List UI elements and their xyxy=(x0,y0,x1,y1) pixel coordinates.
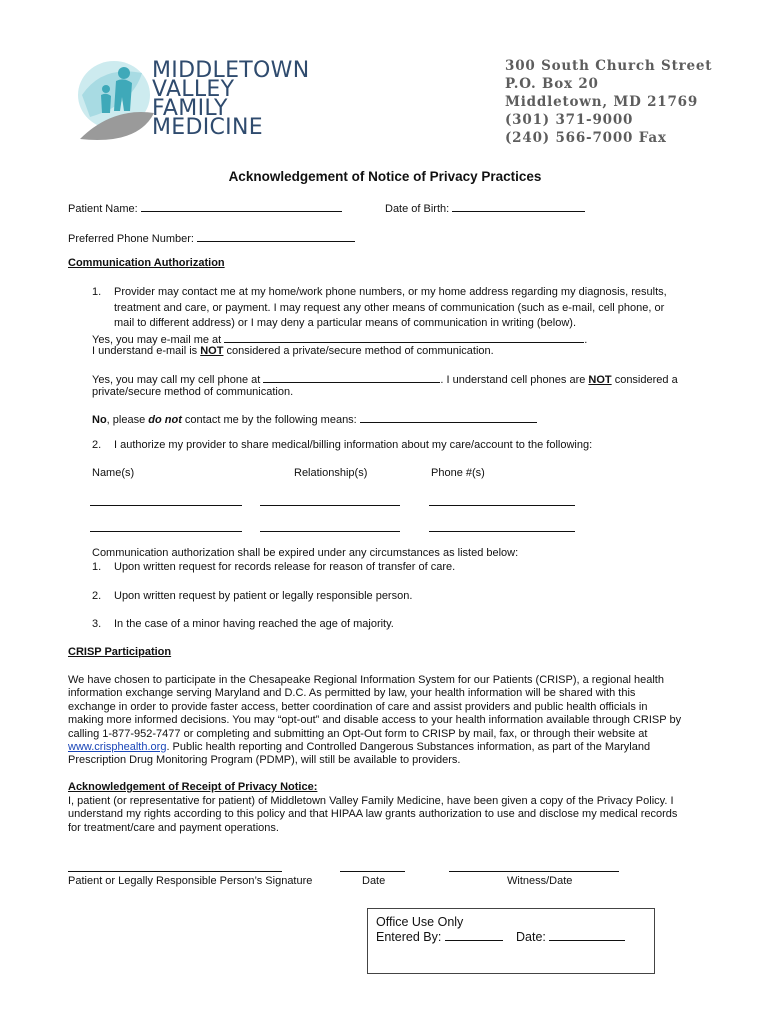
entered-by-field[interactable] xyxy=(445,930,503,941)
page-title: Acknowledgement of Notice of Privacy Practices xyxy=(228,169,542,184)
office-entered-label: Entered By: xyxy=(376,930,442,944)
office-date-label: Date: xyxy=(516,930,546,944)
address-city: Middletown, MD 21769 xyxy=(505,94,699,110)
email-note-b: considered a private/secure method of communication. xyxy=(223,345,494,357)
cell-row xyxy=(92,372,678,386)
crisp-link[interactable]: www.crisphealth.org xyxy=(68,741,167,753)
item1-line2: treatment and care, or payment. I may request any other means of communication (such as e-mail, cell phone, or xyxy=(114,302,665,314)
logo-name xyxy=(152,58,310,140)
email-yes-label: Yes, you may e-mail me at xyxy=(92,334,222,346)
office-entered-row xyxy=(376,930,503,945)
email-field[interactable] xyxy=(224,332,584,343)
no-em: do not xyxy=(148,414,182,426)
date-label: Date xyxy=(362,875,386,887)
crisp-line1: We have chosen to participate in the Chesapeake Regional Information System for our Patients (CRISP), a regional health xyxy=(68,674,664,686)
comm-heading: Communication Authorization xyxy=(68,257,225,269)
expire-text: Communication authorization shall be expired under any circumstances as listed below: xyxy=(92,547,519,559)
email-row xyxy=(92,332,587,346)
relationship-field-2[interactable] xyxy=(260,531,400,532)
exp1-num: 1. xyxy=(92,561,102,573)
crisp-line5: calling 1-877-952-7477 or completing and submitting an Opt-Out form to CRISP by mail, fax, or through their website at xyxy=(68,728,648,740)
exp3-num: 3. xyxy=(92,618,102,630)
patient-name-row xyxy=(68,201,342,215)
col-phone: Phone #(s) xyxy=(431,467,485,479)
exp2-text: Upon written request by patient or legally responsible person. xyxy=(114,590,413,602)
crisp-line7: Prescription Drug Monitoring Program (PDMP), will still be available to providers. xyxy=(68,754,461,766)
address-phone: (301) 371-9000 xyxy=(505,112,634,128)
witness-field[interactable] xyxy=(449,871,619,872)
office-title: Office Use Only xyxy=(376,915,464,929)
phone-field[interactable] xyxy=(197,231,355,242)
witness-label: Witness/Date xyxy=(507,875,573,887)
address-street: 300 South Church Street xyxy=(505,58,713,74)
col-relationship: Relationship(s) xyxy=(294,467,368,479)
crisp-line6-rest: . Public health reporting and Controlled Dangerous Substances information, as part of the Maryland xyxy=(166,741,651,753)
no-bold: No xyxy=(92,414,107,426)
phone-field-2[interactable] xyxy=(429,531,575,532)
ack-line2: understand my rights according to this policy and that HIPAA law grants authorization to use and disclose my medical records xyxy=(68,808,678,820)
crisp-heading: CRISP Participation xyxy=(68,646,172,658)
item1-line3: mail to different address) or I may deny a particular means of communication in writing (below). xyxy=(114,317,576,329)
no-a: , please xyxy=(106,414,149,426)
crisp-line3: exchange in order to provide faster access, better coordination of care and assist providers and public health officials in xyxy=(68,701,648,713)
office-use-box xyxy=(367,908,655,974)
exp1-text: Upon written request for records release for reason of transfer of care. xyxy=(114,561,456,573)
address-po-box: P.O. Box 20 xyxy=(505,76,599,92)
logo-line-4: MEDICINE xyxy=(152,115,263,140)
item2-text: I authorize my provider to share medical/billing information about my care/account to the following: xyxy=(114,439,593,451)
ack-line3: for treatment/care and payment operations. xyxy=(68,822,279,834)
signature-field[interactable] xyxy=(68,871,282,872)
logo-line-3: FAMILY xyxy=(152,96,228,121)
exp2-num: 2. xyxy=(92,590,102,602)
signature-label: Patient or Legally Responsible Person’s Signature xyxy=(68,875,313,887)
office-date-row xyxy=(516,930,625,945)
email-note-a: I understand e-mail is xyxy=(92,345,201,357)
dob-field[interactable] xyxy=(452,201,585,212)
patient-name-label: Patient Name: xyxy=(68,203,138,215)
no-contact-row xyxy=(92,412,537,426)
date-field[interactable] xyxy=(340,871,405,872)
cell-not: NOT xyxy=(588,374,612,386)
cell-note-b: considered a xyxy=(611,374,678,386)
office-date-field[interactable] xyxy=(549,930,625,941)
dob-row xyxy=(385,201,585,215)
cell-yes-label: Yes, you may call my cell phone at xyxy=(92,374,261,386)
email-not: NOT xyxy=(200,345,224,357)
cell-note-a: . I understand cell phones are xyxy=(440,374,589,386)
logo-line-1: MIDDLETOWN xyxy=(152,58,310,83)
dob-label: Date of Birth: xyxy=(385,203,450,215)
address-fax: (240) 566-7000 Fax xyxy=(505,130,667,146)
phone-label: Preferred Phone Number: xyxy=(68,233,194,245)
ack-heading: Acknowledgement of Receipt of Privacy Notice: xyxy=(68,781,318,793)
name-field-2[interactable] xyxy=(90,531,242,532)
crisp-line2: information exchange serving Maryland and D.C. As permitted by law, your health information will be shared with this xyxy=(68,687,636,699)
email-period: . xyxy=(584,334,588,346)
phone-field-1[interactable] xyxy=(429,505,575,506)
exp3-text: In the case of a minor having reached the age of majority. xyxy=(114,618,394,630)
phone-row xyxy=(68,231,355,245)
family-leaf-icon xyxy=(72,55,162,147)
crisp-line4: making more informed decisions. You may “opt-out” and disable access to your health information available through CRISP by xyxy=(68,714,682,726)
item2-num: 2. xyxy=(92,439,102,451)
patient-name-field[interactable] xyxy=(141,201,342,212)
clinic-address xyxy=(505,57,712,147)
col-names: Name(s) xyxy=(92,467,135,479)
logo-line-2: VALLEY xyxy=(152,77,235,102)
relationship-field-1[interactable] xyxy=(260,505,400,506)
logo xyxy=(72,55,322,147)
item1-num: 1. xyxy=(92,286,102,298)
name-field-1[interactable] xyxy=(90,505,242,506)
no-b: contact me by the following means: xyxy=(181,414,357,426)
cell-note-line2: private/secure method of communication. xyxy=(92,386,294,398)
cell-field[interactable] xyxy=(263,372,440,383)
item1-line1: Provider may contact me at my home/work phone numbers, or my home address regarding my diagnosis, results, xyxy=(114,286,667,298)
email-note xyxy=(92,345,494,357)
crisp-line6 xyxy=(68,741,650,753)
no-contact-field[interactable] xyxy=(360,412,537,423)
ack-line1: I, patient (or representative for patient) of Middletown Valley Family Medicine, have been given a copy of the Privacy Policy. I xyxy=(68,795,674,807)
